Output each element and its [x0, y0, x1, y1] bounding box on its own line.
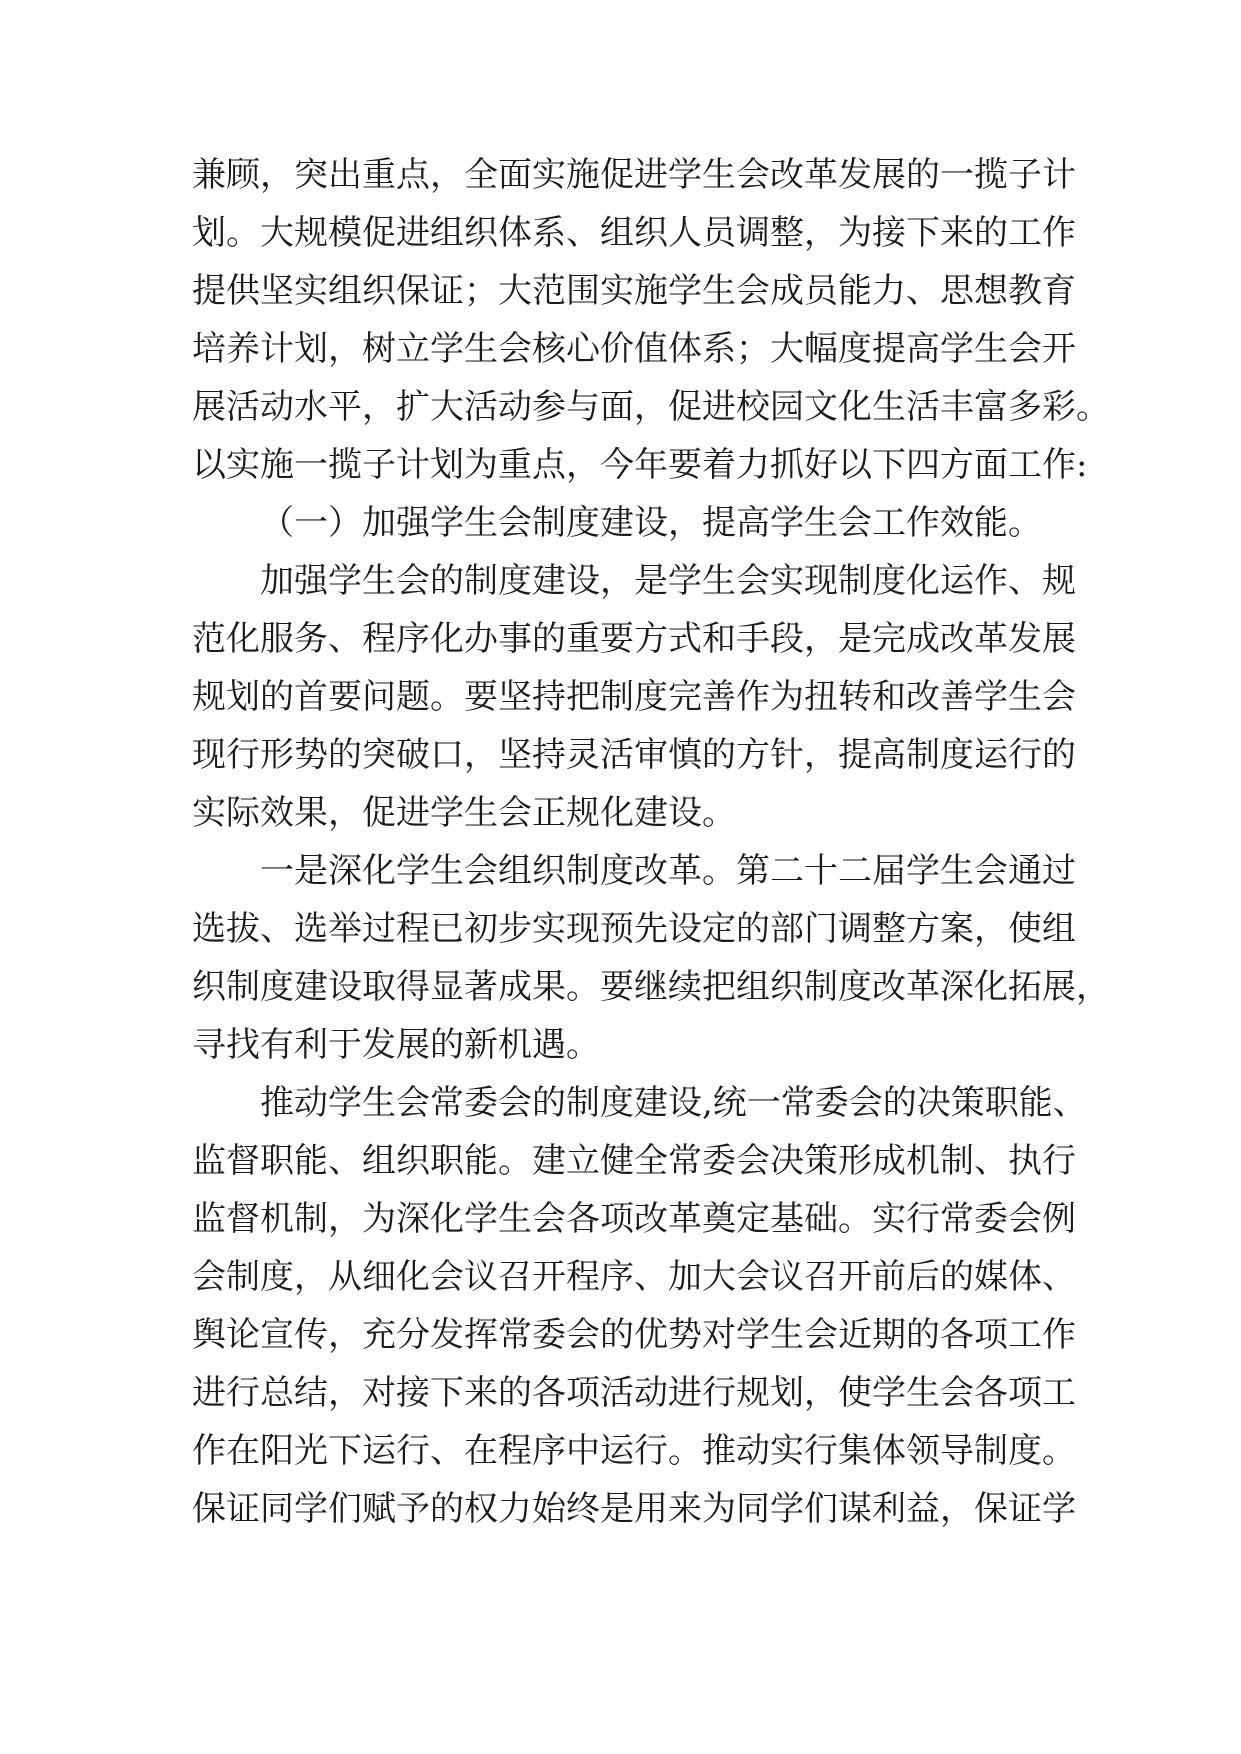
text-line: 范化服务、程序化办事的重要方式和手段，是完成改革发展: [192, 619, 1076, 659]
text-line: 划。大规模促进组织体系、组织人员调整，为接下来的工作: [192, 213, 1076, 253]
text-line: 监督机制，为深化学生会各项改革奠定基础。实行常委会例: [192, 1199, 1076, 1239]
text-line: 规划的首要问题。要坚持把制度完善作为扭转和改善学生会: [192, 677, 1076, 717]
text-line: 舆论宣传，充分发挥常委会的优势对学生会近期的各项工作: [192, 1315, 1076, 1355]
text-line: 培养计划，树立学生会核心价值体系；大幅度提高学生会开: [192, 329, 1076, 369]
text-line: 实际效果，促进学生会正规化建设。: [192, 793, 736, 833]
text-line: 一是深化学生会组织制度改革。第二十二届学生会通过: [260, 851, 1076, 891]
text-line: 现行形势的突破口，坚持灵活审慎的方针，提高制度运行的: [192, 735, 1076, 775]
text-line: 展活动水平，扩大活动参与面，促进校园文化生活丰富多彩。: [192, 387, 1110, 427]
text-line: 提供坚实组织保证；大范围实施学生会成员能力、思想教育: [192, 271, 1076, 311]
text-line: 进行总结，对接下来的各项活动进行规划，使学生会各项工: [192, 1373, 1076, 1413]
text-line: 保证同学们赋予的权力始终是用来为同学们谋利益，保证学: [192, 1489, 1076, 1529]
text-line: 兼顾，突出重点，全面实施促进学生会改革发展的一揽子计: [192, 155, 1076, 195]
text-line: 以实施一揽子计划为重点，今年要着力抓好以下四方面工作:: [192, 445, 1088, 485]
text-line: 选拔、选举过程已初步实现预先设定的部门调整方案，使组: [192, 909, 1076, 949]
text-line: 寻找有利于发展的新机遇。: [192, 1025, 600, 1065]
text-line: 加强学生会的制度建设，是学生会实现制度化运作、规: [260, 561, 1076, 601]
text-line: 监督职能、组织职能。建立健全常委会决策形成机制、执行: [192, 1141, 1076, 1181]
section-heading: （一）加强学生会制度建设，提高学生会工作效能。: [260, 503, 1042, 543]
text-line: 作在阳光下运行、在程序中运行。推动实行集体领导制度。: [192, 1431, 1076, 1471]
text-line: 织制度建设取得显著成果。要继续把组织制度改革深化拓展，: [192, 967, 1110, 1007]
text-line: 推动学生会常委会的制度建设,统一常委会的决策职能、: [260, 1083, 1087, 1123]
text-line: 会制度，从细化会议召开程序、加大会议召开前后的媒体、: [192, 1257, 1076, 1297]
